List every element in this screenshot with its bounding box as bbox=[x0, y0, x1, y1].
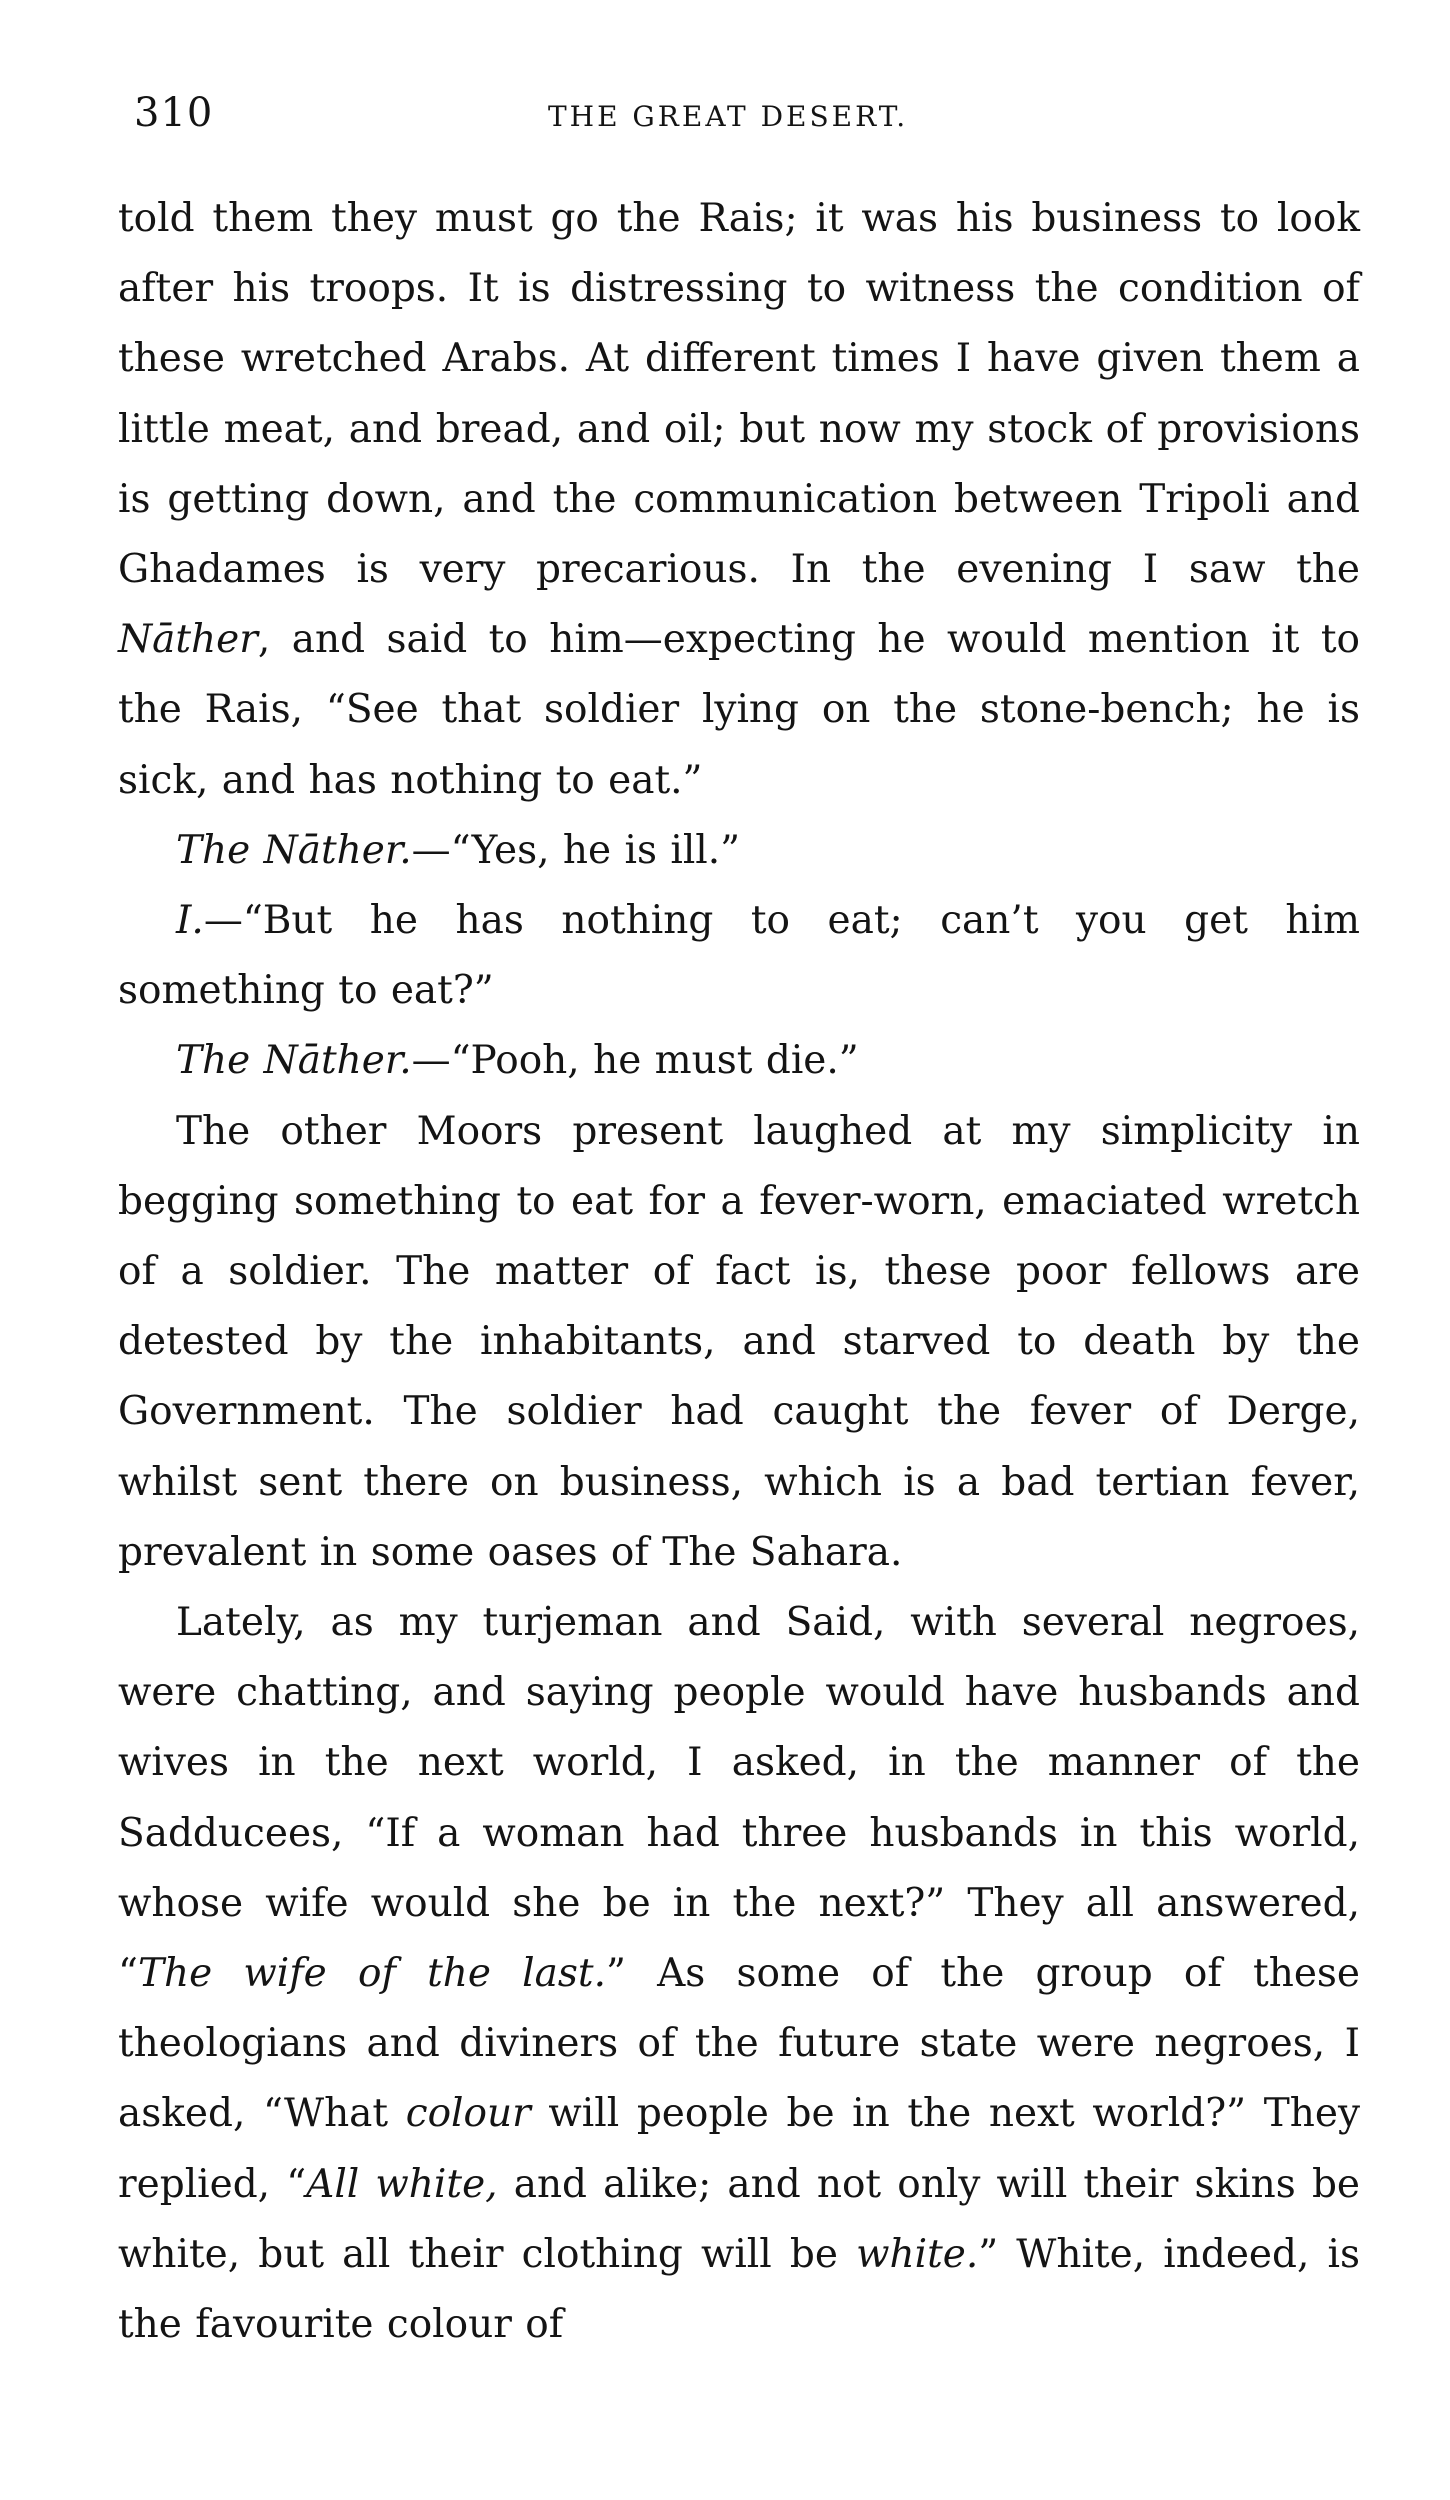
paragraph-1-end: , and said to him—expecting he would mention it to the Rais, “See that soldier lying on the stone-bench; he is sick, and has nothing to eat.” bbox=[118, 617, 1360, 803]
dialogue-text: —“Pooh, he must die.” bbox=[411, 1038, 859, 1084]
dialogue-line-1 bbox=[118, 816, 1360, 886]
running-head bbox=[118, 80, 1360, 146]
dialogue-speaker: The Nāther. bbox=[176, 827, 412, 873]
paragraph-3-text-a: Lately, as my turjeman and Said, with several negroes, were chatting, and saying people would have husbands and wives in the next world, I asked, in the manner of the Sadducees, “If a woman had three husbands in this world, whose wife would she be in the next?” They all answered, “ bbox=[118, 1600, 1360, 1997]
paragraph-3-text-c: will people be in the next world?” They replied, “ bbox=[118, 2091, 1360, 2207]
body-text bbox=[118, 184, 1360, 2360]
paragraph-2: The other Moors present laughed at my simplicity in begging something to eat for a fever-worn, emaciated wretch of a soldier. The matter of fact is, these poor fellows are detested by the inhabitants, and starved to death by the Government. The soldier had caught the fever of Derge, whilst sent there on business, which is a bad tertian fever, prevalent in some oases of The Sahara. bbox=[118, 1108, 1360, 1575]
paragraph-3-text-d: and alike; and not only will their skins be white, but all their clothing will be bbox=[118, 2161, 1360, 2277]
paragraph-3-text-b: ” As some of the group of these theologians and diviners of the future state were negroes, I asked, “What bbox=[118, 1951, 1360, 2137]
dialogue-text: —“But he has nothing to eat; can’t you get him something to eat?” bbox=[118, 898, 1360, 1014]
paragraph-1-italic: Nāther bbox=[118, 617, 258, 663]
paragraph-3-text-e: ” White, indeed, is the favourite colour of bbox=[118, 2231, 1360, 2348]
dialogue-line-3 bbox=[118, 1026, 1360, 1096]
paragraph-3-italic-3: All white, bbox=[306, 2161, 498, 2207]
dialogue-text: —“Yes, he is ill.” bbox=[411, 827, 741, 873]
paragraph-3-italic-4: white. bbox=[856, 2231, 979, 2277]
book-page bbox=[118, 80, 1360, 2480]
paragraph-1-text: told them they must go the Rais; it was his business to look after his troops. It is distressing to witness the condition of these wretched Arabs. At different times I have given them a little meat, and bread, and oil; but now my stock of provisions is getting down, and the communication between Tripoli and Ghadames is very precarious. In the evening I saw the bbox=[118, 196, 1360, 593]
paragraph-3-italic-2: colour bbox=[405, 2091, 531, 2137]
dialogue-speaker: I. bbox=[176, 898, 204, 944]
dialogue-speaker: The Nāther. bbox=[176, 1038, 412, 1084]
running-title: THE GREAT DESERT. bbox=[548, 100, 909, 133]
dialogue-line-2 bbox=[118, 886, 1360, 1026]
paragraph-3-italic-1: The wife of the last. bbox=[137, 1951, 606, 1997]
page-number: 310 bbox=[134, 90, 214, 136]
paragraph-3 bbox=[118, 1588, 1360, 2360]
paragraph-1 bbox=[118, 184, 1360, 816]
